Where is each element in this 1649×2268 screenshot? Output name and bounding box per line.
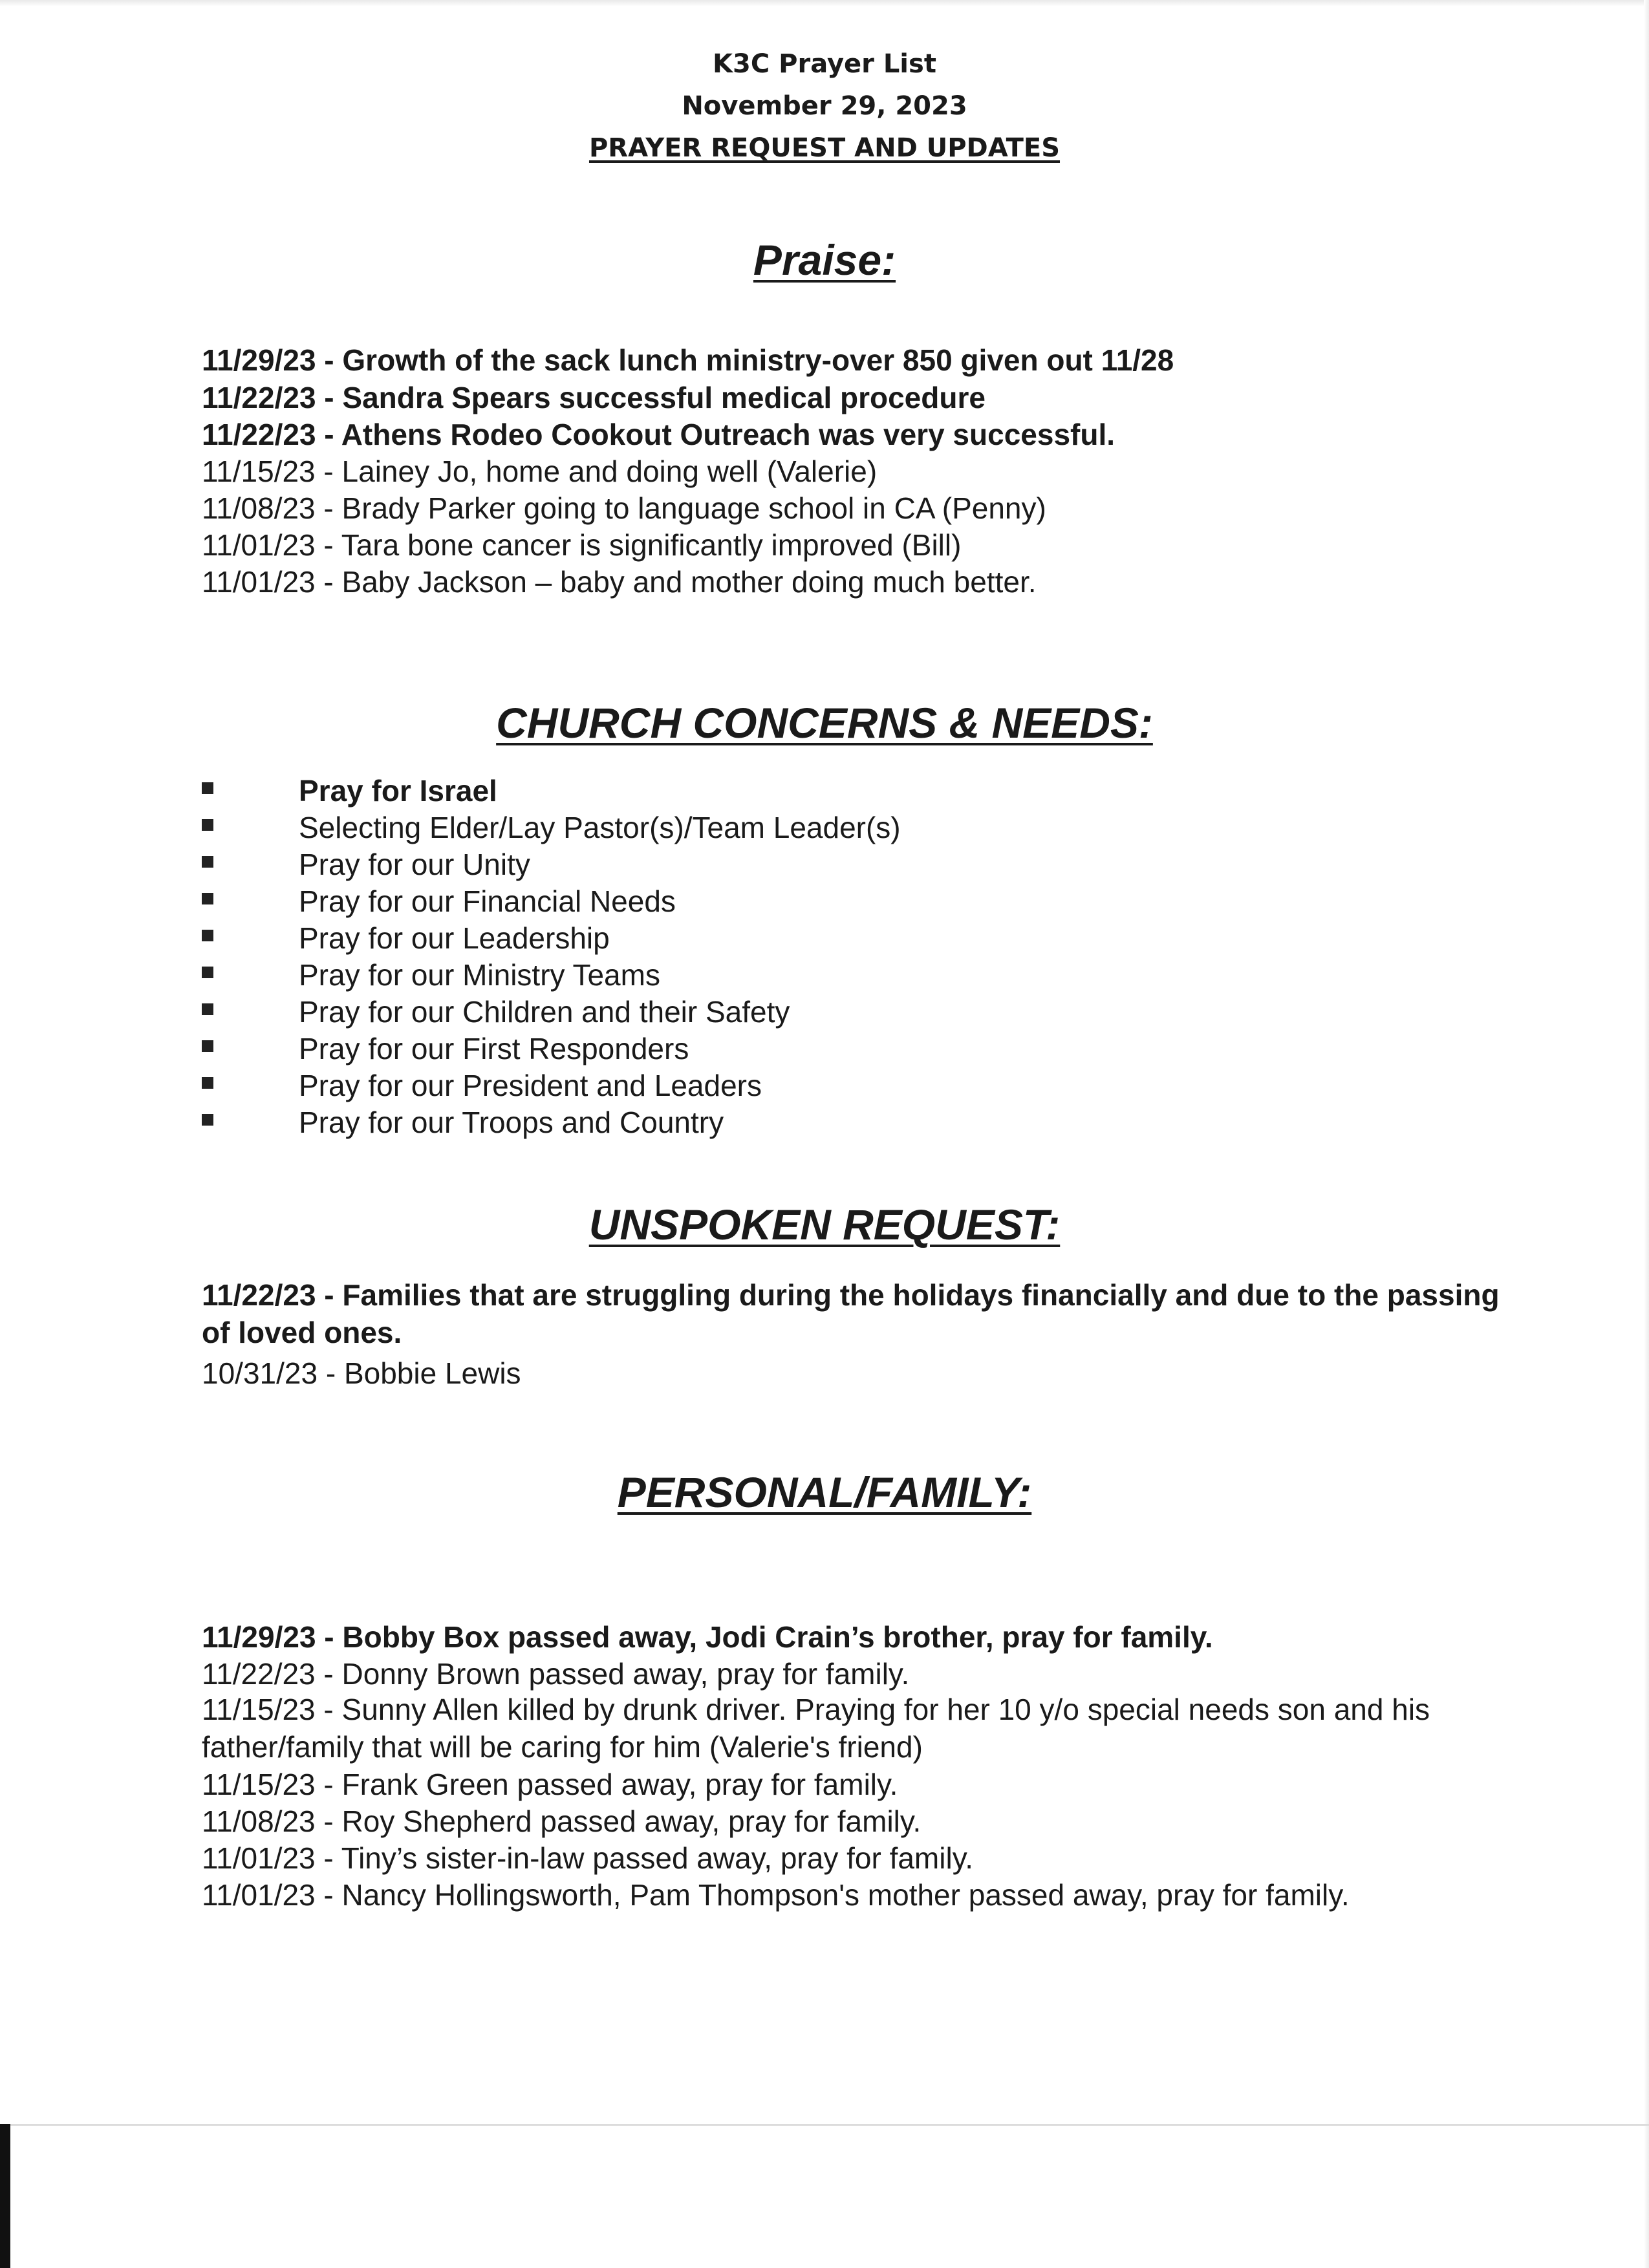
personal-family-heading: PERSONAL/FAMILY: <box>617 1468 1032 1516</box>
document-date: November 29, 2023 <box>682 91 967 121</box>
square-bullet-icon <box>202 1003 213 1015</box>
praise-item: 11/29/23 - Growth of the sack lunch ministry-over 850 given out 11/28 <box>202 343 1174 377</box>
church-concerns-heading: CHURCH CONCERNS & NEEDS: <box>496 699 1153 747</box>
church-item-label: Pray for our Troops and Country <box>299 1106 724 1139</box>
square-bullet-icon <box>202 967 213 978</box>
scan-bar-left <box>0 2124 10 2268</box>
church-item-label: Pray for our Ministry Teams <box>299 958 660 992</box>
church-item-label: Pray for our Leadership <box>299 921 610 955</box>
church-item-label: Pray for our Financial Needs <box>299 884 676 918</box>
scan-edge-top <box>0 0 1649 6</box>
personal-item: 11/08/23 - Roy Shepherd passed away, pray for family. <box>202 1804 921 1838</box>
praise-item: 11/01/23 - Tara bone cancer is significantly improved (Bill) <box>202 528 962 562</box>
square-bullet-icon <box>202 930 213 941</box>
church-item-label: Pray for our Children and their Safety <box>299 995 790 1029</box>
praise-item: 11/01/23 - Baby Jackson – baby and mother doing much better. <box>202 565 1037 599</box>
scan-edge-right <box>1644 0 1649 2268</box>
church-item-label: Pray for our President and Leaders <box>299 1069 762 1102</box>
praise-heading: Praise: <box>753 236 896 284</box>
square-bullet-icon <box>202 1114 213 1126</box>
personal-item: 11/01/23 - Tiny’s sister-in-law passed away, pray for family. <box>202 1841 974 1875</box>
square-bullet-icon <box>202 1077 213 1089</box>
unspoken-item: 10/31/23 - Bobbie Lewis <box>202 1356 521 1390</box>
personal-item: 11/29/23 - Bobby Box passed away, Jodi Crain’s brother, pray for family. <box>202 1620 1213 1654</box>
document-title: K3C Prayer List <box>713 49 936 79</box>
square-bullet-icon <box>202 893 213 904</box>
square-bullet-icon <box>202 856 213 868</box>
praise-item: 11/22/23 - Sandra Spears successful medical procedure <box>202 381 986 414</box>
scan-line-bottom <box>0 2124 1649 2126</box>
praise-item: 11/08/23 - Brady Parker going to language school in CA (Penny) <box>202 491 1046 525</box>
church-item-label: Pray for our Unity <box>299 848 530 881</box>
square-bullet-icon <box>202 1040 213 1052</box>
church-item-label: Selecting Elder/Lay Pastor(s)/Team Leader(s) <box>299 811 901 844</box>
church-item-label: Pray for our First Responders <box>299 1032 689 1065</box>
praise-item: 11/15/23 - Lainey Jo, home and doing well (Valerie) <box>202 455 878 488</box>
praise-item: 11/22/23 - Athens Rodeo Cookout Outreach was very successful. <box>202 418 1116 451</box>
unspoken-item: 11/22/23 - Families that are struggling during the holidays financially and due to the passing of loved ones. <box>202 1278 1500 1349</box>
square-bullet-icon <box>202 782 213 794</box>
church-item-label: Pray for Israel <box>299 774 497 808</box>
square-bullet-icon <box>202 819 213 831</box>
personal-item: 11/15/23 - Sunny Allen killed by drunk driver. Praying for her 10 y/o special needs son and his father/family that will be caring for him (Valerie's friend) <box>202 1693 1430 1764</box>
personal-item: 11/01/23 - Nancy Hollingsworth, Pam Thompson's mother passed away, pray for family. <box>202 1878 1350 1912</box>
document-subtitle: PRAYER REQUEST AND UPDATES <box>588 133 1061 163</box>
personal-item: 11/15/23 - Frank Green passed away, pray for family. <box>202 1768 898 1801</box>
personal-item: 11/22/23 - Donny Brown passed away, pray for family. <box>202 1657 910 1691</box>
unspoken-request-heading: UNSPOKEN REQUEST: <box>588 1201 1061 1248</box>
